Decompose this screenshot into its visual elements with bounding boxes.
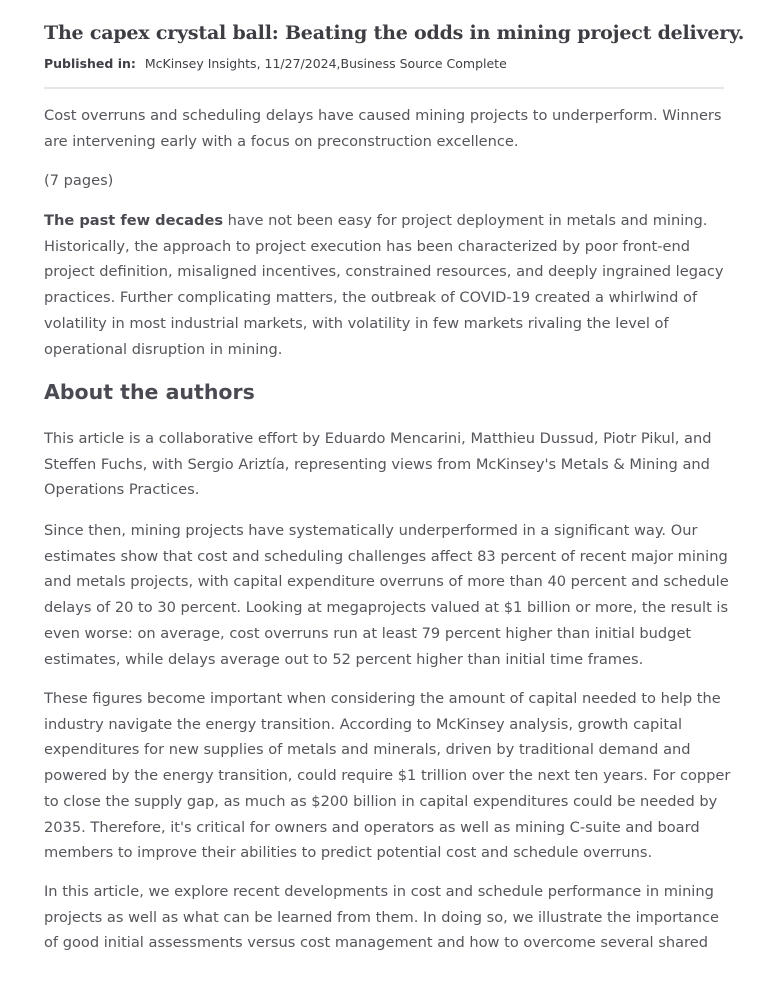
published-value: McKinsey Insights, 11/27/2024,Business Source Complete xyxy=(144,56,507,71)
intro-paragraph xyxy=(44,208,734,362)
intro-rest: have not been easy for project deployment in metals and mining. Historically, the approach to project execution has been characterized by poor front-end project definition, misaligned incentives, constrained resources, and deeply ingrained legacy practices. Further complicating matters, the outbreak of COVID-19 created a whirlwind of volatility in most industrial markets, with volatility in few markets rivaling the level of operational disruption in mining. xyxy=(44,212,724,358)
body-paragraph: These figures become important when considering the amount of capital needed to help the industry navigate the energy transition. According to McKinsey analysis, growth capital expenditures for new supplies of metals and minerals, driven by traditional demand and powered by the energy transition, could require $1 trillion over the next ten years. For copper to close the supply gap, as much as $200 billion in capital expenditures could be needed by 2035. Therefore, it's critical for owners and operators as well as mining C-suite and board members to improve their abilities to predict potential cost and schedule overruns. xyxy=(44,690,731,862)
authors-paragraph: This article is a collaborative effort by Eduardo Mencarini, Matthieu Dussud, Piotr Pikul, and Steffen Fuchs, with Sergio Ariztía, representing views from McKinsey's Metals & Mining and Operations Practices. xyxy=(44,430,712,499)
article-title: The capex crystal ball: Beating the odds in mining project delivery. xyxy=(44,22,745,44)
header-divider xyxy=(44,87,724,89)
article-summary: Cost overruns and scheduling delays have caused mining projects to underperform. Winners are intervening early with a focus on preconstruction excellence. xyxy=(44,107,722,150)
body-paragraph: Since then, mining projects have systematically underperformed in a significant way. Our estimates show that cost and scheduling challenges affect 83 percent of recent major mining and metals projects, with capital expenditure overruns of more than 40 percent and schedule delays of 20 to 30 percent. Looking at megaprojects valued at $1 billion or more, the result is even worse: on average, cost overruns run at least 79 percent higher than initial budget estimates, while delays average out to 52 percent higher than initial time frames. xyxy=(44,522,729,668)
authors-heading: About the authors xyxy=(44,380,255,404)
publication-info xyxy=(44,56,507,71)
page-count: (7 pages) xyxy=(44,172,114,189)
body-paragraph: In this article, we explore recent developments in cost and schedule performance in mining projects as well as what can be learned from them. In doing so, we illustrate the importance of good initial assessments versus cost management and how to overcome several shared xyxy=(44,883,719,952)
published-label: Published in: xyxy=(44,56,136,71)
intro-lead: The past few decades xyxy=(44,212,224,229)
